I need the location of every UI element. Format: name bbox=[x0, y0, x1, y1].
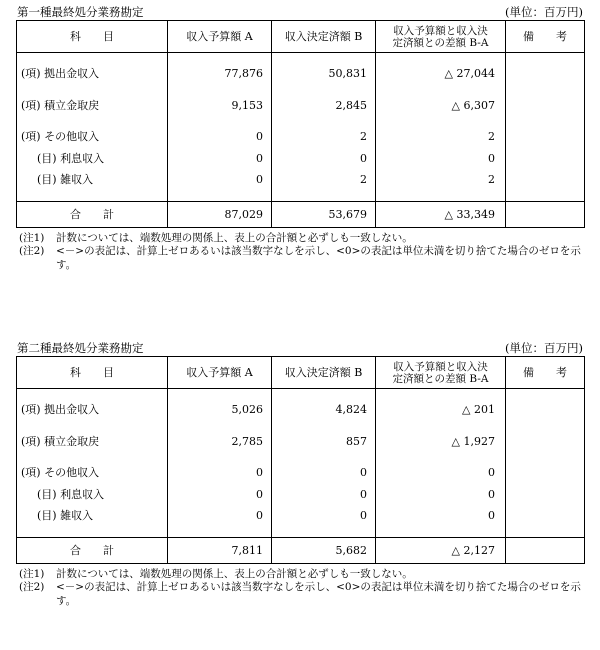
footnote-key: (注2) bbox=[19, 581, 45, 593]
unit-label: (単位：百万円) bbox=[505, 5, 583, 19]
row-budget: 0 bbox=[168, 148, 272, 170]
revenue-table bbox=[16, 20, 585, 228]
row-remarks bbox=[506, 148, 585, 170]
footnote-text: 計数については、端数処理の関係上、表上の合計額と必ずしも一致しない。 bbox=[56, 567, 413, 580]
table-row bbox=[17, 126, 585, 148]
row-difference: △ 201 bbox=[376, 399, 506, 421]
table-row bbox=[17, 505, 585, 527]
footnote-key: (注1) bbox=[19, 567, 45, 580]
row-label: (項) その他収入 bbox=[17, 126, 168, 148]
row-difference: 2 bbox=[376, 169, 506, 191]
row-decided: 4,824 bbox=[272, 399, 376, 421]
header-item: 科 目 bbox=[17, 357, 168, 389]
row-difference: △ 6,307 bbox=[376, 95, 506, 117]
spacer-row bbox=[17, 389, 585, 400]
row-difference: 0 bbox=[376, 148, 506, 170]
footnote bbox=[19, 232, 585, 246]
total-row bbox=[17, 201, 585, 227]
footnote-key: (注2) bbox=[19, 245, 45, 257]
revenue-table bbox=[16, 356, 585, 564]
row-decided: 0 bbox=[272, 148, 376, 170]
row-budget: 0 bbox=[168, 169, 272, 191]
header-budget: 収入予算額 A bbox=[168, 357, 272, 389]
table-header-row bbox=[17, 357, 585, 389]
table-row bbox=[17, 399, 585, 421]
row-decided: 0 bbox=[272, 462, 376, 484]
spacer-row bbox=[17, 116, 585, 126]
row-label: (目) 利息収入 bbox=[17, 484, 168, 506]
total-difference: △ 33,349 bbox=[376, 201, 506, 227]
unit-label: (単位：百万円) bbox=[505, 341, 583, 355]
footnotes bbox=[15, 568, 585, 609]
total-row bbox=[17, 537, 585, 563]
spacer-row bbox=[17, 191, 585, 202]
row-difference: 2 bbox=[376, 126, 506, 148]
total-remarks bbox=[506, 537, 585, 563]
row-label: (項) 拠出金収入 bbox=[17, 399, 168, 421]
row-remarks bbox=[506, 126, 585, 148]
row-budget: 0 bbox=[168, 462, 272, 484]
row-budget: 2,785 bbox=[168, 431, 272, 453]
header-budget: 収入予算額 A bbox=[168, 21, 272, 53]
row-decided: 2,845 bbox=[272, 95, 376, 117]
header-remarks: 備 考 bbox=[506, 357, 585, 389]
header-difference bbox=[376, 357, 506, 389]
section-title: 第二種最終処分業務勘定 bbox=[17, 341, 144, 355]
row-label: (項) 積立金取戻 bbox=[17, 95, 168, 117]
row-remarks bbox=[506, 399, 585, 421]
table-row bbox=[17, 431, 585, 453]
row-remarks bbox=[506, 505, 585, 527]
row-label: (目) 雑収入 bbox=[17, 169, 168, 191]
row-budget: 0 bbox=[168, 126, 272, 148]
row-remarks bbox=[506, 95, 585, 117]
row-decided: 0 bbox=[272, 505, 376, 527]
row-remarks bbox=[506, 431, 585, 453]
footnote-text: 計数については、端数処理の関係上、表上の合計額と必ずしも一致しない。 bbox=[56, 231, 413, 244]
total-decided: 5,682 bbox=[272, 537, 376, 563]
header-item: 科 目 bbox=[17, 21, 168, 53]
row-decided: 2 bbox=[272, 126, 376, 148]
table-header-row bbox=[17, 21, 585, 53]
row-difference: 0 bbox=[376, 484, 506, 506]
footnote bbox=[19, 568, 585, 582]
row-label: (項) その他収入 bbox=[17, 462, 168, 484]
total-label: 合 計 bbox=[17, 201, 168, 227]
account-section bbox=[15, 340, 585, 608]
header-difference-line1: 収入予算額と収入決 bbox=[393, 24, 488, 37]
footnotes bbox=[15, 232, 585, 273]
table-row bbox=[17, 484, 585, 506]
row-budget: 0 bbox=[168, 484, 272, 506]
row-remarks bbox=[506, 169, 585, 191]
spacer-row bbox=[17, 527, 585, 538]
spacer-row bbox=[17, 452, 585, 462]
row-budget: 0 bbox=[168, 505, 272, 527]
row-label: (目) 雑収入 bbox=[17, 505, 168, 527]
spacer-row bbox=[17, 421, 585, 431]
footnote bbox=[19, 581, 585, 608]
table-row bbox=[17, 169, 585, 191]
total-remarks bbox=[506, 201, 585, 227]
row-decided: 2 bbox=[272, 169, 376, 191]
row-remarks bbox=[506, 462, 585, 484]
table-row bbox=[17, 95, 585, 117]
row-difference: 0 bbox=[376, 505, 506, 527]
header-difference bbox=[376, 21, 506, 53]
row-budget: 77,876 bbox=[168, 63, 272, 85]
row-decided: 50,831 bbox=[272, 63, 376, 85]
footnote-key: (注1) bbox=[19, 231, 45, 244]
total-budget: 87,029 bbox=[168, 201, 272, 227]
row-decided: 857 bbox=[272, 431, 376, 453]
footnote-text: <－>の表記は、計算上ゼロあるいは該当数字なしを示し、<0>の表記は単位未満を切り捨てた場合のゼロを示す。 bbox=[56, 245, 581, 271]
header-difference-line2: 定済額との差額 B-A bbox=[392, 36, 489, 49]
row-budget: 5,026 bbox=[168, 399, 272, 421]
row-difference: △ 1,927 bbox=[376, 431, 506, 453]
row-label: (項) 拠出金収入 bbox=[17, 63, 168, 85]
section-title: 第一種最終処分業務勘定 bbox=[17, 5, 144, 19]
total-label: 合 計 bbox=[17, 537, 168, 563]
section-header bbox=[15, 4, 585, 20]
spacer-row bbox=[17, 53, 585, 64]
total-budget: 7,811 bbox=[168, 537, 272, 563]
table-row bbox=[17, 63, 585, 85]
table-row bbox=[17, 148, 585, 170]
footnote bbox=[19, 245, 585, 272]
header-decided: 収入決定済額 B bbox=[272, 357, 376, 389]
row-label: (項) 積立金取戻 bbox=[17, 431, 168, 453]
row-difference: △ 27,044 bbox=[376, 63, 506, 85]
row-difference: 0 bbox=[376, 462, 506, 484]
row-budget: 9,153 bbox=[168, 95, 272, 117]
header-decided: 収入決定済額 B bbox=[272, 21, 376, 53]
section-header bbox=[15, 340, 585, 356]
header-difference-line1: 収入予算額と収入決 bbox=[393, 360, 488, 373]
row-remarks bbox=[506, 63, 585, 85]
table-row bbox=[17, 462, 585, 484]
spacer-row bbox=[17, 85, 585, 95]
header-remarks: 備 考 bbox=[506, 21, 585, 53]
row-remarks bbox=[506, 484, 585, 506]
footnote-text: <－>の表記は、計算上ゼロあるいは該当数字なしを示し、<0>の表記は単位未満を切り捨てた場合のゼロを示す。 bbox=[56, 581, 581, 607]
account-section bbox=[15, 4, 585, 272]
row-decided: 0 bbox=[272, 484, 376, 506]
total-difference: △ 2,127 bbox=[376, 537, 506, 563]
total-decided: 53,679 bbox=[272, 201, 376, 227]
header-difference-line2: 定済額との差額 B-A bbox=[392, 372, 489, 385]
row-label: (目) 利息収入 bbox=[17, 148, 168, 170]
